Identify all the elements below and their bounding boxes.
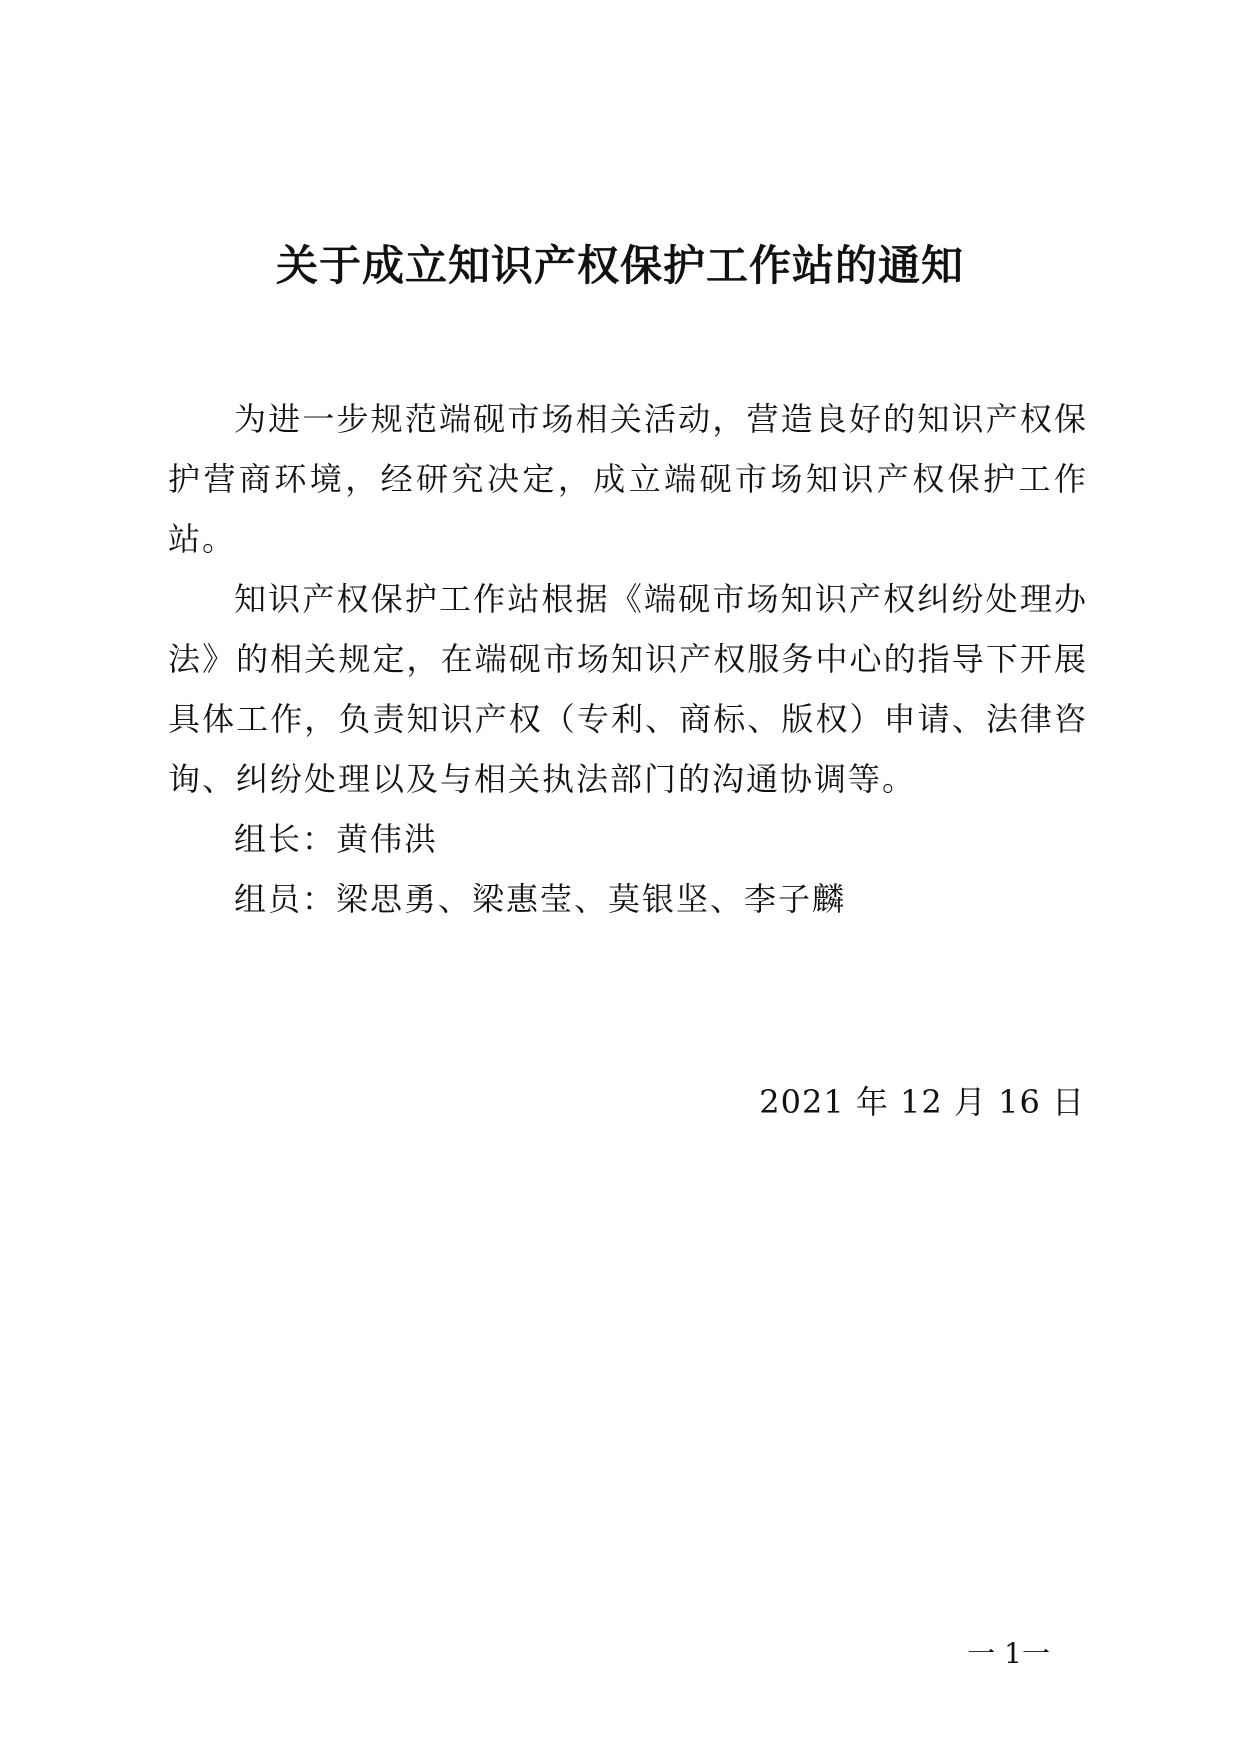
- document-date: 2021 年 12 月 16 日: [759, 1083, 1085, 1121]
- paragraph-responsibilities: 知识产权保护工作站根据《端砚市场知识产权纠纷处理办法》的相关规定，在端砚市场知识产权服务中心的指导下开展具体工作，负责知识产权（专利、商标、版权）申请、法律咨询、纠纷处理以及与相关执法部门的沟通协调等。: [168, 580, 1088, 798]
- document-title: 关于成立知识产权保护工作站的通知: [275, 241, 964, 290]
- page-number: 一 1一: [967, 1637, 1050, 1670]
- paragraph-team-members: 组员：梁思勇、梁惠莹、莫银坚、李子麟: [234, 880, 847, 918]
- paragraph-purpose: 为进一步规范端砚市场相关活动，营造良好的知识产权保护营商环境，经研究决定，成立端砚市场知识产权保护工作站。: [168, 400, 1088, 558]
- document-body: [168, 389, 1088, 929]
- paragraph-team-leader: 组长：黄伟洪: [234, 820, 439, 858]
